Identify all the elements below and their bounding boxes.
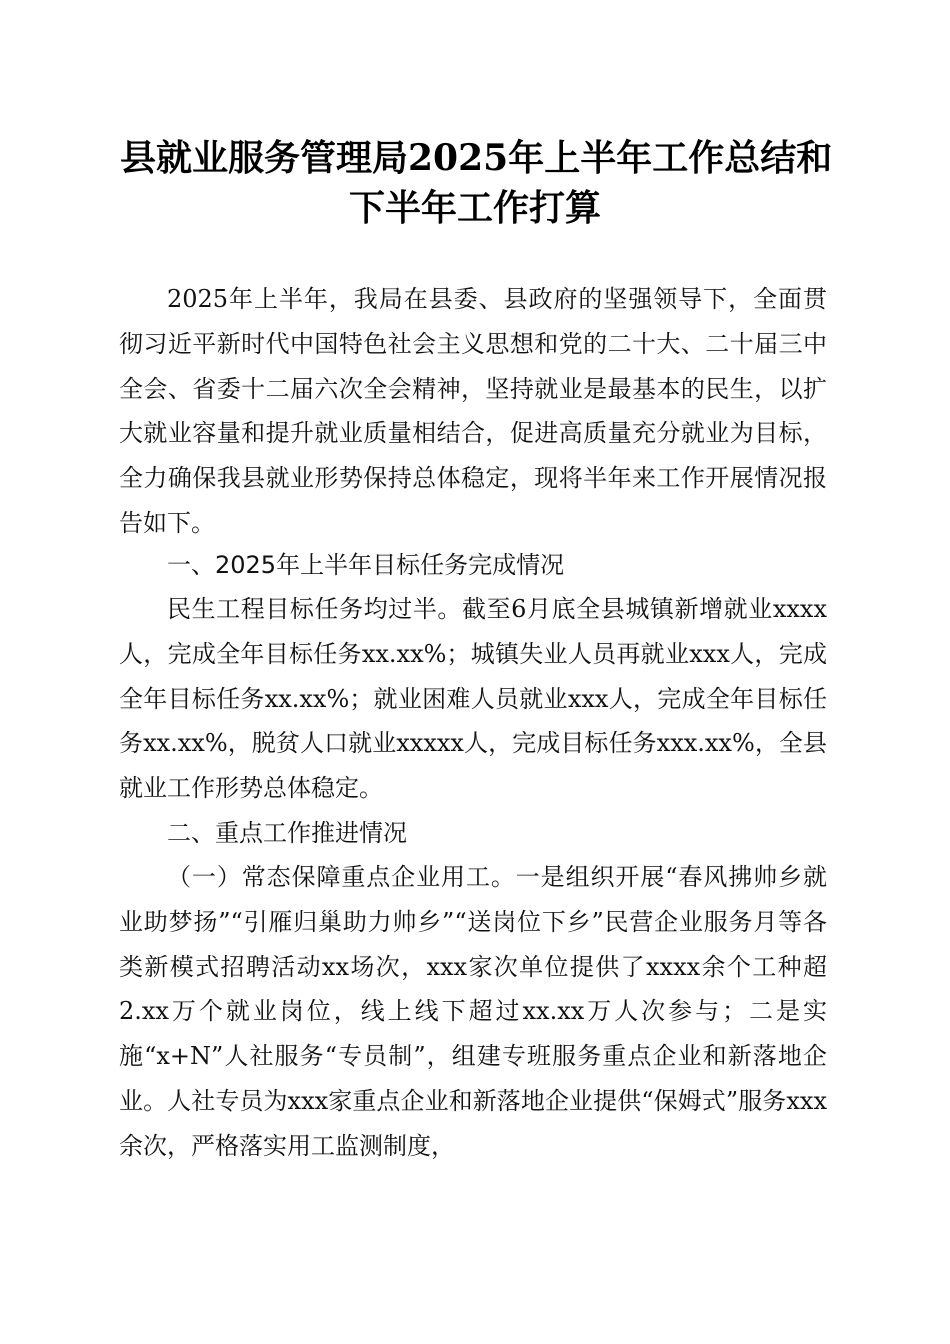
intro-paragraph: 2025年上半年，我局在县委、县政府的坚强领导下，全面贯彻习近平新时代中国特色社会主义思想和党的二十大、二十届三中全会、省委十二届六次全会精神，坚持就业是最基本的民生，以扩大就业容量和提升就业质量相结合，促进高质量充分就业为目标，全力确保我县就业形势保持总体稳定，现将半年来工作开展情况报告如下。 xyxy=(119,285,827,537)
title-line-1: 县就业服务管理局2025年上半年工作总结和 xyxy=(120,137,833,179)
title-line-2: 下半年工作打算 xyxy=(348,187,601,229)
section-2-paragraph: （一）常态保障重点企业用工。一是组织开展“春风拂帅乡就业助梦扬”“引雁归巢助力帅乡”“送岗位下乡”民营企业服务月等各类新模式招聘活动xx场次，xxx家次单位提供了xxxx余个工种超2.xx万个就业岗位，线上线下超过xx.xx万人次参与；二是实施“x+N”人社服务“专员制”，组建专班服务重点企业和新落地企业。人社专员为xxx家重点企业和新落地企业提供“保姆式”服务xxx余次，严格落实用工监测制度， xyxy=(119,863,827,1160)
section-1-paragraph: 民生工程目标任务均过半。截至6月底全县城镇新增就业xxxx人，完成全年目标任务xx.xx%；城镇失业人员再就业xxx人，完成全年目标任务xx.xx%；就业困难人员就业xxx人，完成全年目标任务xx.xx%，脱贫人口就业xxxxx人，完成目标任务xxx.xx%，全县就业工作形势总体稳定。 xyxy=(119,595,827,803)
section-2-heading: 二、重点工作推进情况 xyxy=(167,819,407,847)
section-1-heading: 一、2025年上半年目标任务完成情况 xyxy=(167,551,565,579)
document-title xyxy=(120,133,833,233)
